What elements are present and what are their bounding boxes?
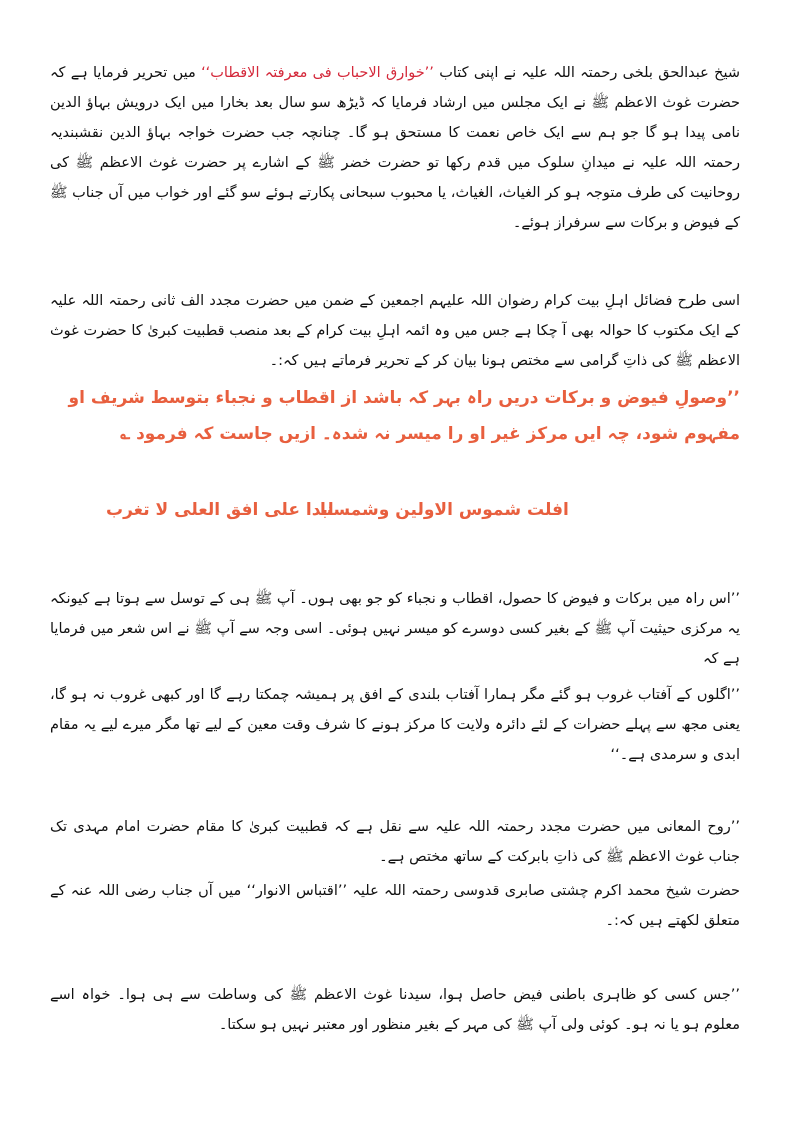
persian-quote: ’’وصولِ فیوض و برکات دریں راہ بہر کہ باشد از اقطاب و نجباء بتوسط شریف او مفہوم شود، چہ ایں مرکز غیر او را میسر نہ شدہ۔ ازیں جاست کہ فرمود ؎ — [68, 388, 740, 444]
verse-first-hemistich: افلت شموس الاولین وشمسنا — [320, 500, 569, 520]
paragraph-7: ’’جس کسی کو ظاہری باطنی فیض حاصل ہوا، سیدنا غوث الاعظم ﷺ کی وساطت سے ہی ہوا۔ خواہ اسے معلوم ہو یا نہ ہو۔ کوئی ولی آپ ﷺ کی مہر کے بغیر منظور اور معتبر نہیں ہو سکتا۔ — [50, 987, 740, 1033]
paragraph-5: ’’روح المعانی میں حضرت مجدد رحمتہ اللہ علیہ سے نقل ہے کہ قطبیت کبریٰ کا مقام حضرت امام مہدی تک جناب غوث الاعظم ﷺ کی ذاتِ بابرکت کے ساتھ مختص ہے۔ — [50, 819, 740, 865]
paragraph-1 — [50, 58, 740, 238]
paragraph-3: ’’اس راہ میں برکات و فیوض کا حصول، اقطاب و نجباء کو جو بھی ہوں۔ آپ ﷺ ہی کے توسل سے ہوتا ہے کیونکہ یہ مرکزی حیثیت آپ ﷺ کے بغیر کسی دوسرے کو میسر نہیں ہوئی۔ اسی وجہ سے آپ ﷺ نے اس شعر میں فرمایا ہے کہ — [50, 591, 740, 667]
paragraph-4: ’’اگلوں کے آفتاب غروب ہو گئے مگر ہمارا آفتاب بلندی کے افق پر ہمیشہ چمکتا رہے گا اور کبھی غروب نہ ہو گا، یعنی مجھ سے پہلے حضرات کے لئے دائرہ ولایت کا مرکز ہونے کا شرف وقت معین کے لیے تھا مگر میرے لیے یہ مقام ابدی و سرمدی ہے۔‘‘ — [50, 687, 740, 763]
verse-second-hemistich: ابدا علی افق العلی لا تغرب — [106, 500, 334, 520]
paragraph-1-body: میں تحریر فرمایا ہے کہ حضرت غوث الاعظم ﷺ نے ایک مجلس میں ارشاد فرمایا کہ ڈیڑھ سو سال بعد بخارا میں ایک درویش بہاؤ الدین نامی پیدا ہو گا جو ہم سے ایک خاص نعمت کا مستحق ہو گا۔ چنانچہ جب حضرت خواجہ بہاؤ الدین نقشبندیہ رحمتہ اللہ علیہ نے میدانِ سلوک میں قدم رکھا تو حضرت خضر ﷺ کے اشارے پر حضرت غوث الاعظم ﷺ کی روحانیت کی طرف متوجہ ہو کر الغیاث، الغیاث، یا محبوب سبحانی پکارتے ہوئے سو گئے اور خواب میں آں جناب ﷺ کے فیوض و برکات سے سرفراز ہوئے۔ — [50, 65, 740, 231]
book-title: ’’خوارق الاحباب فی معرفتہ الاقطاب‘‘ — [201, 65, 434, 81]
paragraph-6: حضرت شیخ محمد اکرم چشتی صابری قدوسی رحمتہ اللہ علیہ ’’اقتباس الانوار‘‘ میں آں جناب رضی اللہ عنہ کے متعلق لکھتے ہیں کہ:۔ — [50, 883, 740, 929]
paragraph-2: اسی طرح فضائل اہلِ بیت کرام رضوان اللہ علیہم اجمعین کے ضمن میں حضرت مجدد الف ثانی رحمتہ اللہ علیہ کے ایک مکتوب کا حوالہ بھی آ چکا ہے جس میں وہ ائمہ اہلِ بیت کرام کے بعد منصب قطبیت کبریٰ کا حضرت غوث الاعظم ﷺ کی ذاتِ گرامی سے مختص ہونا بیان کر کے تحریر فرماتے ہیں کہ:۔ — [50, 293, 740, 369]
paragraph-1-intro: شیخ عبدالحق بلخی رحمتہ اللہ علیہ نے اپنی کتاب — [433, 65, 740, 81]
